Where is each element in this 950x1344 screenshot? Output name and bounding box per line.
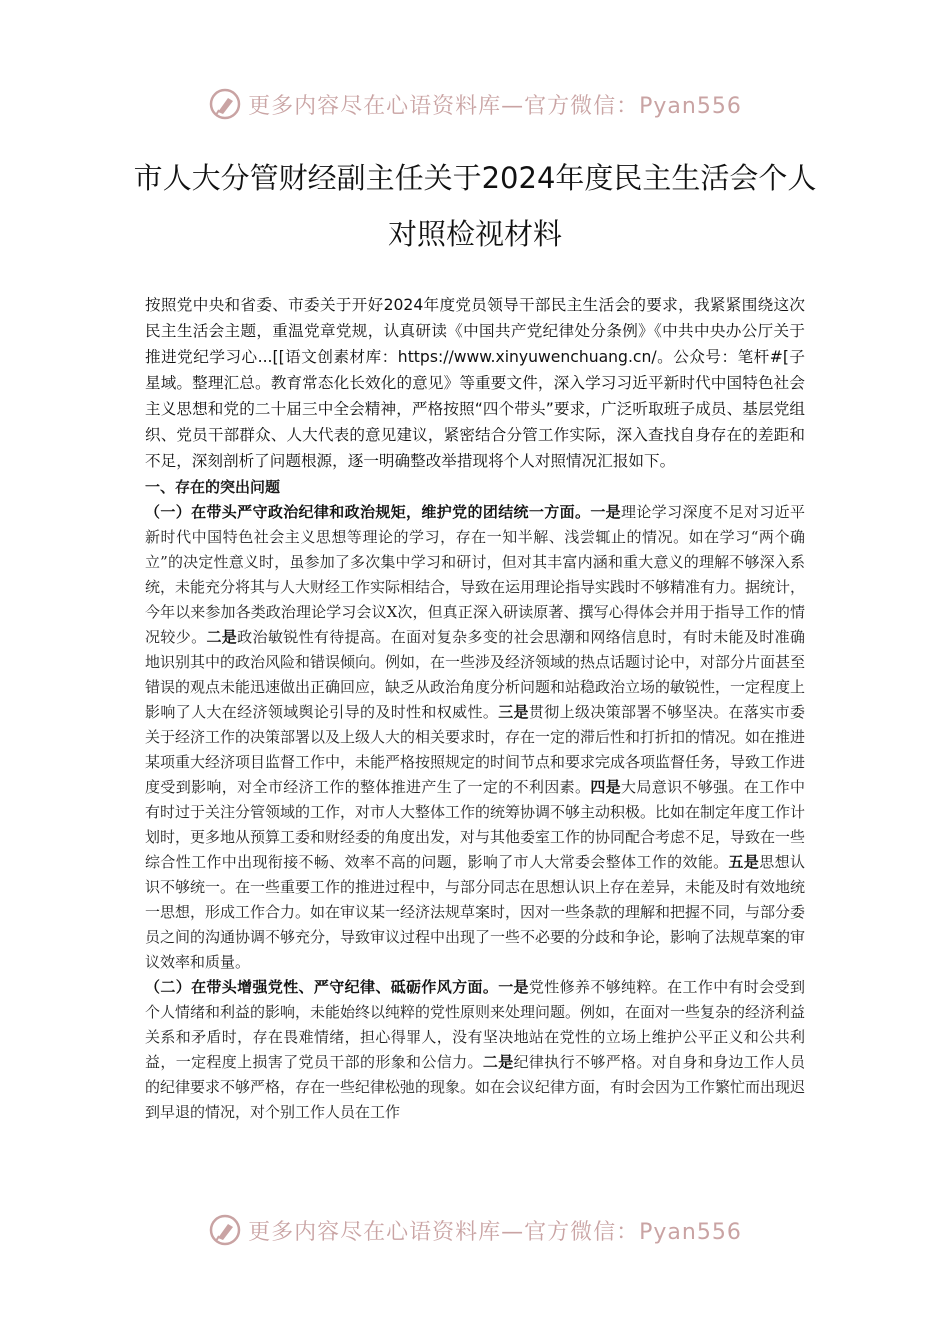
footer-watermark-banner: [0, 1210, 950, 1250]
point-text: 纪律执行不够严格。对自身和身边工作人员的纪律要求不够严格，存在一些纪律松弛的现象。如在会议纪律方面，有时会因为工作繁忙而出现迟到早退的情况，对个别工作人员在工作: [145, 1053, 806, 1121]
point-marker: 四是: [590, 778, 622, 796]
banner-text: 更多内容尽在心语资料库—官方微信：Pyan556: [248, 1219, 742, 1245]
header-watermark-banner: [0, 84, 950, 124]
point-text: 贯彻上级决策部署不够坚决。在落实市委关于经济工作的决策部署以及上级人大的相关要求时，存在一定的滞后性和打折扣的情况。如在推进某项重大经济项目监督工作中，未能严格按照规定的时间节点和要求完成各项监督任务，导致工作进度受到影响，对全市经济工作的整体推进产生了一定的不利因素。: [145, 703, 806, 796]
document-title: 市人大分管财经副主任关于2024年度民主生活会个人对照检视材料: [133, 161, 817, 251]
banner-text: 更多内容尽在心语资料库—官方微信：Pyan556: [248, 93, 742, 119]
paragraph-party-discipline: [145, 975, 805, 1125]
paragraph-political-discipline: [145, 500, 805, 975]
point-marker: 一是: [498, 978, 529, 996]
point-marker: 五是: [728, 853, 760, 871]
point-marker: 一是: [590, 503, 622, 521]
point-marker: 三是: [498, 703, 529, 721]
paragraph-lead: （一）在带头严守政治纪律和政治规矩，维护党的团结统一方面。: [145, 503, 591, 521]
intro-paragraph: 按照党中央和省委、市委关于开好2024年度党员领导干部民主生活会的要求，我紧紧围绕这次民主生活会主题，重温党章党规，认真研读《中国共产党纪律处分条例》《中共中央办公厅关于推进党纪学习心...[[语文创素材库：https://www.xinyuwenchuang.cn/。公众号：笔杆#[子星域。整理汇总。教育常态化长效化的意见》等重要文件，深入学习习近平新时代中国特色社会主义思想和党的二十届三中全会精神，严格按照“四个带头”要求，广泛听取班子成员、基层党组织、党员干部群众、人大代表的意见建议，紧密结合分管工作实际，深入查找自身存在的差距和不足，深刻剖析了问题根源，逐一明确整改举措现将个人对照情况汇报如下。: [145, 296, 805, 470]
pen-nib-icon: [208, 1213, 242, 1247]
document-body: [145, 292, 805, 1125]
point-marker: 二是: [482, 1053, 514, 1071]
section-heading: 一、存在的突出问题: [145, 478, 281, 496]
pen-nib-icon: [208, 87, 242, 121]
point-text: 思想认识不够统一。在一些重要工作的推进过程中，与部分同志在思想认识上存在差异，未能及时有效地统一思想，形成工作合力。如在审议某一经济法规草案时，因对一些条款的理解和把握不同，与部分委员之间的沟通协调不够充分，导致审议过程中出现了一些不必要的分歧和争论，影响了法规草案的审议效率和质量。: [145, 853, 806, 971]
point-text: 理论学习深度不足对习近平新时代中国特色社会主义思想等理论的学习，存在一知半解、浅尝辄止的情况。如在学习“两个确立”的决定性意义时，虽参加了多次集中学习和研讨，但对其丰富内涵和重大意义的理解不够深入系统，未能充分将其与人大财经工作实际相结合，导致在运用理论指导实践时不够精准有力。据统计，今年以来参加各类政治理论学习会议X次，但真正深入研读原著、撰写心得体会并用于指导工作的情况较少。: [145, 503, 806, 646]
point-marker: 二是: [206, 628, 238, 646]
point-text: 政治敏锐性有待提高。在面对复杂多变的社会思潮和网络信息时，有时未能及时准确地识别其中的政治风险和错误倾向。例如，在一些涉及经济领域的热点话题讨论中，对部分片面甚至错误的观点未能迅速做出正确回应，缺乏从政治角度分析问题和站稳政治立场的敏锐性，一定程度上影响了人大在经济领域舆论引导的及时性和权威性。: [145, 628, 806, 721]
paragraph-lead: （二）在带头增强党性、严守纪律、砥砺作风方面。: [145, 978, 499, 996]
point-text: 党性修养不够纯粹。在工作中有时会受到个人情绪和利益的影响，未能始终以纯粹的党性原则来处理问题。例如，在面对一些复杂的经济利益关系和矛盾时，存在畏难情绪，担心得罪人，没有坚决地站在党性的立场上维护公平正义和公共利益，一定程度上损害了党员干部的形象和公信力。: [145, 978, 806, 1071]
point-text: 大局意识不够强。在工作中有时过于关注分管领域的工作，对市人大整体工作的统筹协调不够主动积极。比如在制定年度工作计划时，更多地从预算工委和财经委的角度出发，对与其他委室工作的协同配合考虑不足，导致在一些综合性工作中出现衔接不畅、效率不高的问题，影响了市人大常委会整体工作的效能。: [145, 778, 806, 871]
